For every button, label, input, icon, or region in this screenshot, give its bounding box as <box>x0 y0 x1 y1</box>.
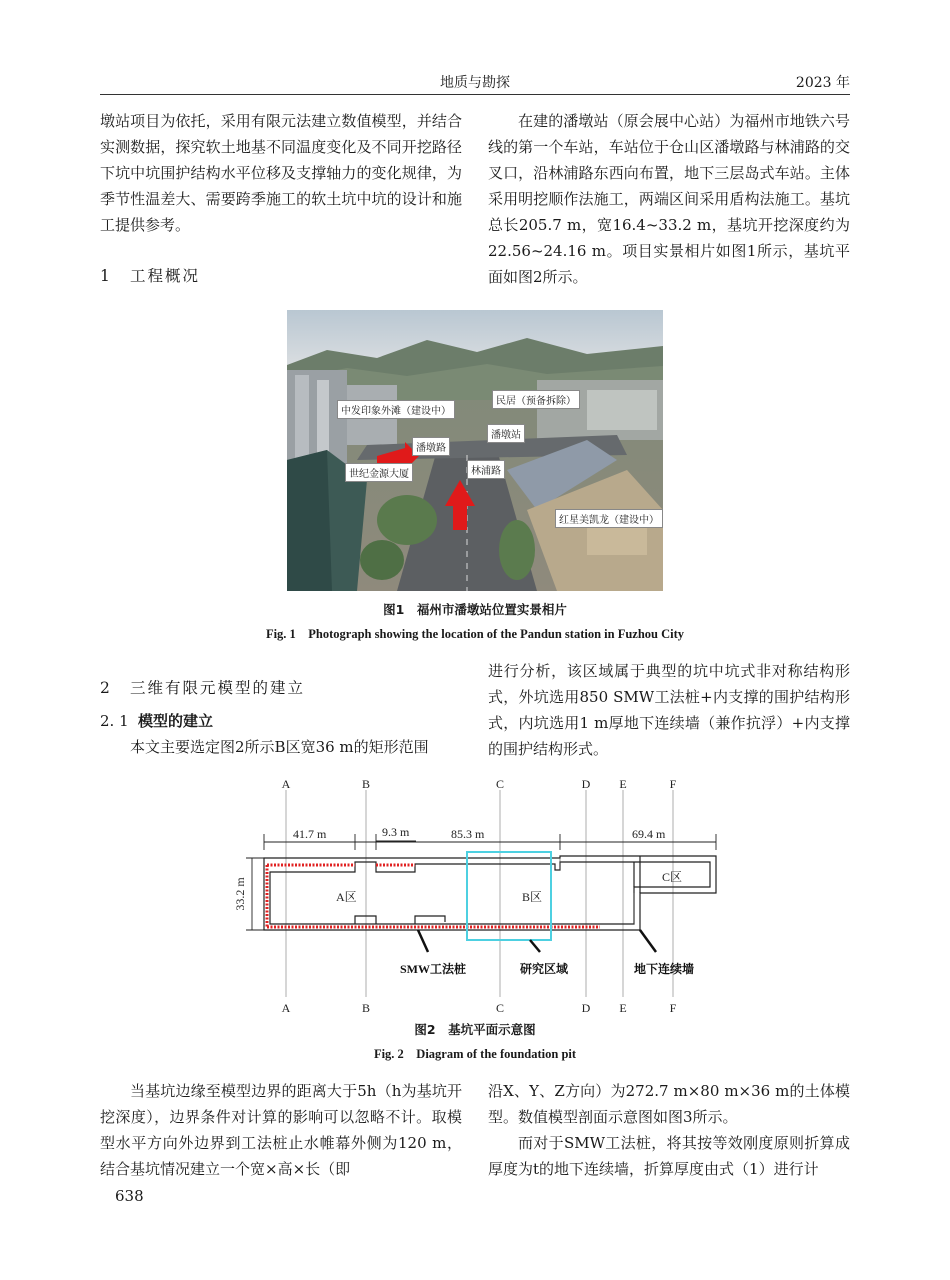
label-linpu-road: 林浦路 <box>467 460 505 479</box>
left-intro-paragraph: 墩站项目为依托，采用有限元法建立数值模型，并结合实测数据，探究软土地基不同温度变化及不同开挖路径下坑中坑围护结构水平位移及支撑轴力的变化规律，为季节性温差大、需要跨季施工的软土坑中坑的设计和施工提供参考。 <box>100 112 462 234</box>
page-number: 638 <box>115 1187 144 1205</box>
figure-2-caption-en: Fig. 2 Diagram of the foundation pit <box>373 1047 577 1061</box>
axis-b-bottom: B <box>361 1001 371 1015</box>
dim-41-7: 41.7 m <box>293 827 327 841</box>
label-hongxing: 红星美凯龙（建设中） <box>555 509 663 528</box>
axis-f-top: F <box>669 777 677 791</box>
label-pandun-station: 潘墩站 <box>487 424 525 443</box>
zone-c-label: C区 <box>662 870 683 884</box>
axis-a-bottom: A <box>281 1001 291 1015</box>
right-para-4: 而对于SMW工法桩，将其按等效刚度原则折算成厚度为t的地下连续墙，折算厚度由式（1）进行计 <box>488 1134 850 1178</box>
axis-d-top: D <box>581 777 591 791</box>
legend-study: 研究区域 <box>520 962 569 976</box>
header-divider <box>100 94 850 95</box>
right-intro-paragraph: 在建的潘墩站（原会展中心站）为福州市地铁六号线的第一个车站，车站位于仓山区潘墩路与林浦路的交叉口，沿林浦路东西向布置，地下三层岛式车站。主体采用明挖顺作法施工，两端区间采用盾构法施工。基坑总长205.7 m，宽16.4~33.2 m，基坑开挖深度约为22.56~24.16 m。项目实景相片如图1所示，基坑平面如图2所示。 <box>488 112 850 286</box>
section-1-heading: 1 工程概况 <box>100 267 201 285</box>
journal-year: 2023 年 <box>795 75 850 91</box>
left-para-2: 本文主要选定图2所示B区宽36 m的矩形范围 <box>130 738 429 756</box>
axis-e-top: E <box>619 777 627 791</box>
axis-c-top: C <box>495 777 505 791</box>
left-para-3: 当基坑边缘至模型边界的距离大于5h（h为基坑开挖深度），边界条件对计算的影响可以忽略不计。取模型水平方向外边界到工法桩止水帷幕外侧为120 m，结合基坑情况建立一个宽×高×长（即 <box>100 1082 462 1178</box>
dim-85-3: 85.3 m <box>451 827 485 841</box>
right-para-2: 进行分析，该区域属于典型的坑中坑式非对称结构形式，外坑选用850 SMW工法桩+内支撑的围护结构形式，内坑选用1 m厚地下连续墙（兼作抗浮）+内支撑的围护结构形式。 <box>488 662 850 758</box>
axis-f-bottom: F <box>669 1001 677 1015</box>
figure-1-photo <box>287 310 663 591</box>
direction-arrows <box>287 310 663 591</box>
dim-69-4: 69.4 m <box>632 827 666 841</box>
section-2-heading: 2 三维有限元模型的建立 <box>100 679 306 697</box>
axis-a-top: A <box>281 777 291 791</box>
zone-b-label: B区 <box>522 890 543 904</box>
linpu-road-arrow <box>445 480 475 530</box>
axis-c-bottom: C <box>495 1001 505 1015</box>
label-minju: 民居（预备拆除） <box>492 390 580 409</box>
subsection-2-1-heading: 2. 1 模型的建立 <box>100 712 214 730</box>
axis-d-bottom: D <box>581 1001 591 1015</box>
right-para-3: 沿X、Y、Z方向）为272.7 m×80 m×36 m的土体模型。数值模型剖面示意图如图3所示。 而对于SMW工法桩，将其按等效刚度原则折算成厚度为t的地下连续墙，折算厚度由式（1）进行计 <box>488 1078 850 1182</box>
label-pandun-road: 潘墩路 <box>412 437 450 456</box>
legend-wall: 地下连续墙 <box>634 962 695 976</box>
figure-2-caption-cn: 图2 基坑平面示意图 <box>414 1022 536 1037</box>
label-zhongfa: 中发印象外滩（建设中） <box>337 400 455 419</box>
legend-smw: SMW工法桩 <box>400 962 467 976</box>
axis-b-top: B <box>361 777 371 791</box>
figure-1-caption-cn: 图1 福州市潘墩站位置实景相片 <box>383 602 567 617</box>
axis-e-bottom: E <box>619 1001 627 1015</box>
figure-2-plan-diagram <box>230 772 730 1018</box>
dim-9-3: 9.3 m <box>382 825 410 839</box>
zone-a-label: A区 <box>336 890 357 904</box>
label-shiji: 世纪金源大厦 <box>345 463 413 482</box>
figure-1-caption-en: Fig. 1 Photograph showing the location of the Pandun station in Fuzhou City <box>265 627 685 641</box>
journal-title: 地质与勘探 <box>440 75 510 91</box>
dim-height-33-2: 33.2 m <box>233 877 247 911</box>
